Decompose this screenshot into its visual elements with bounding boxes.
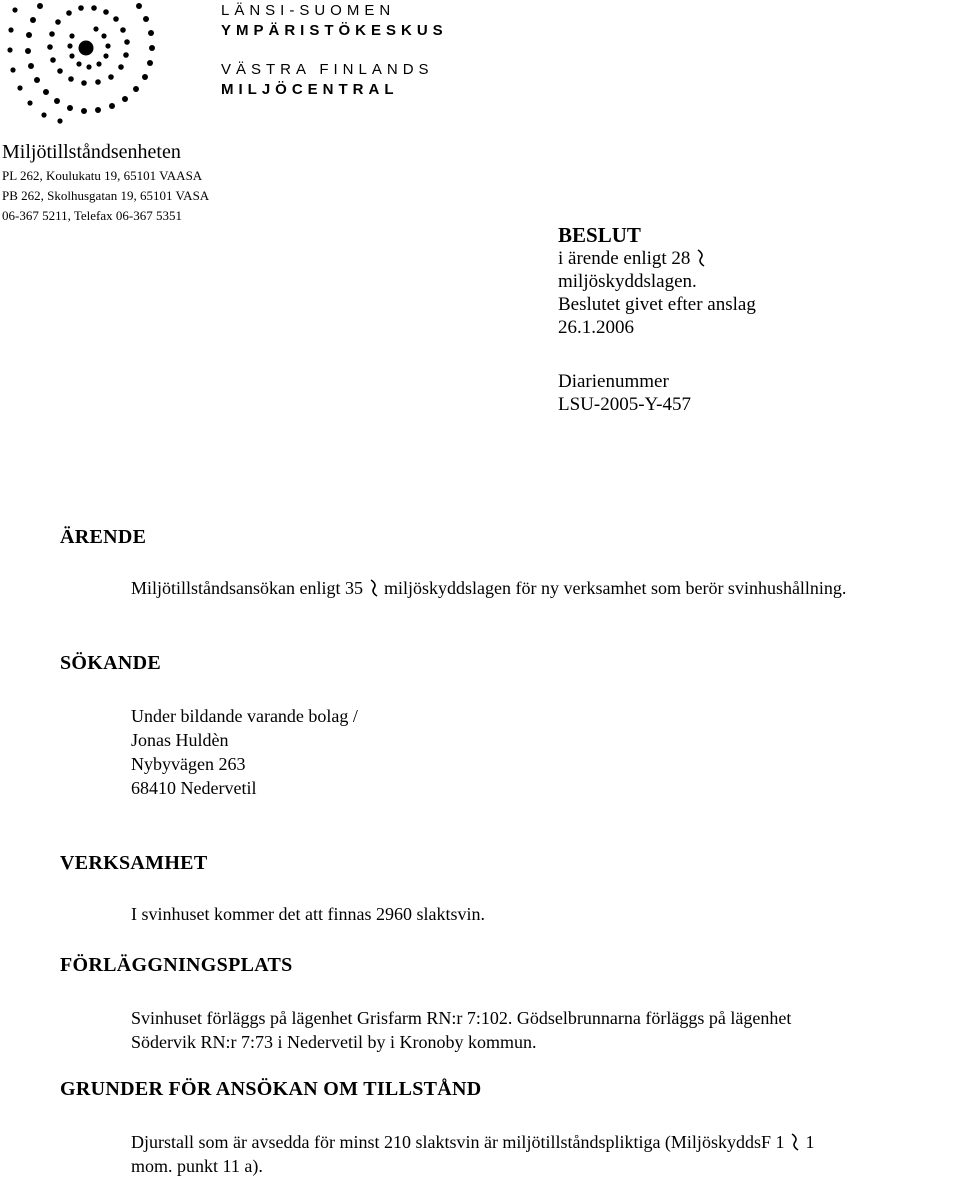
environment-centre-logo	[0, 0, 220, 125]
heading-arende: ÄRENDE	[60, 526, 147, 548]
grunder-line-1	[131, 1130, 814, 1154]
decision-line-2: miljöskyddslagen.	[558, 271, 697, 292]
decision-title: BESLUT	[558, 223, 641, 247]
applicant-street: Nybyvägen 263	[131, 754, 246, 774]
section-sign-icon	[695, 248, 707, 268]
address-sv: PB 262, Skolhusgatan 19, 65101 VASA	[2, 188, 210, 203]
applicant-postal: 68410 Nedervetil	[131, 778, 257, 798]
address-fi: PL 262, Koulukatu 19, 65101 VAASA	[2, 168, 203, 183]
grunder-text	[131, 1130, 814, 1178]
arende-text-b: miljöskyddslagen för ny verksamhet som berör svinhushållning.	[384, 578, 847, 598]
decision-block	[558, 224, 756, 339]
heading-sokande: SÖKANDE	[60, 652, 162, 674]
heading-grunder: GRUNDER FÖR ANSÖKAN OM TILLSTÅND	[60, 1078, 482, 1100]
diary-label: Diarienummer	[558, 371, 669, 392]
arende-text	[131, 578, 846, 599]
heading-verksamhet: VERKSAMHET	[60, 852, 208, 874]
grunder-line-2: mom. punkt 11 a).	[131, 1156, 263, 1176]
decision-line-1	[558, 247, 756, 270]
grunder-line-1-a: Djurstall som är avsedda för minst 210 slaktsvin är miljötillståndspliktiga (MiljöskyddsF 1	[131, 1132, 785, 1152]
org-name-fi-line2: YMPÄRISTÖKESKUS	[221, 22, 448, 39]
applicant-name: Jonas Huldèn	[131, 730, 229, 750]
forlaggning-line-1: Svinhuset förläggs på lägenhet Grisfarm RN:r 7:102. Gödselbrunnarna förläggs på lägenhet	[131, 1008, 792, 1028]
decision-line-3: Beslutet givet efter anslag	[558, 294, 756, 315]
diary-number: LSU-2005-Y-457	[558, 394, 691, 415]
arende-text-a: Miljötillståndsansökan enligt 35	[131, 578, 363, 598]
applicant-block	[131, 704, 358, 800]
org-name-sv-line1: VÄSTRA FINLANDS	[221, 61, 434, 78]
heading-forlaggningsplats: FÖRLÄGGNINGSPLATS	[60, 954, 293, 976]
forlaggning-text	[131, 1006, 791, 1054]
section-sign-icon	[368, 578, 380, 598]
applicant-line-1: Under bildande varande bolag /	[131, 706, 358, 726]
org-name-sv-line2: MILJÖCENTRAL	[221, 81, 399, 98]
diary-block	[558, 370, 691, 416]
phone-fax: 06-367 5211, Telefax 06-367 5351	[2, 208, 182, 223]
section-sign-icon	[789, 1132, 801, 1152]
grunder-line-1-b: 1	[805, 1132, 815, 1152]
forlaggning-line-2: Södervik RN:r 7:73 i Nedervetil by i Kronoby kommun.	[131, 1032, 537, 1052]
verksamhet-text: I svinhuset kommer det att finnas 2960 slaktsvin.	[131, 904, 485, 924]
unit-name: Miljötillståndsenheten	[2, 141, 181, 163]
decision-line-1-text: i ärende enligt 28	[558, 248, 691, 269]
org-name-fi-line1: LÄNSI-SUOMEN	[221, 2, 396, 19]
decision-date: 26.1.2006	[558, 317, 634, 338]
